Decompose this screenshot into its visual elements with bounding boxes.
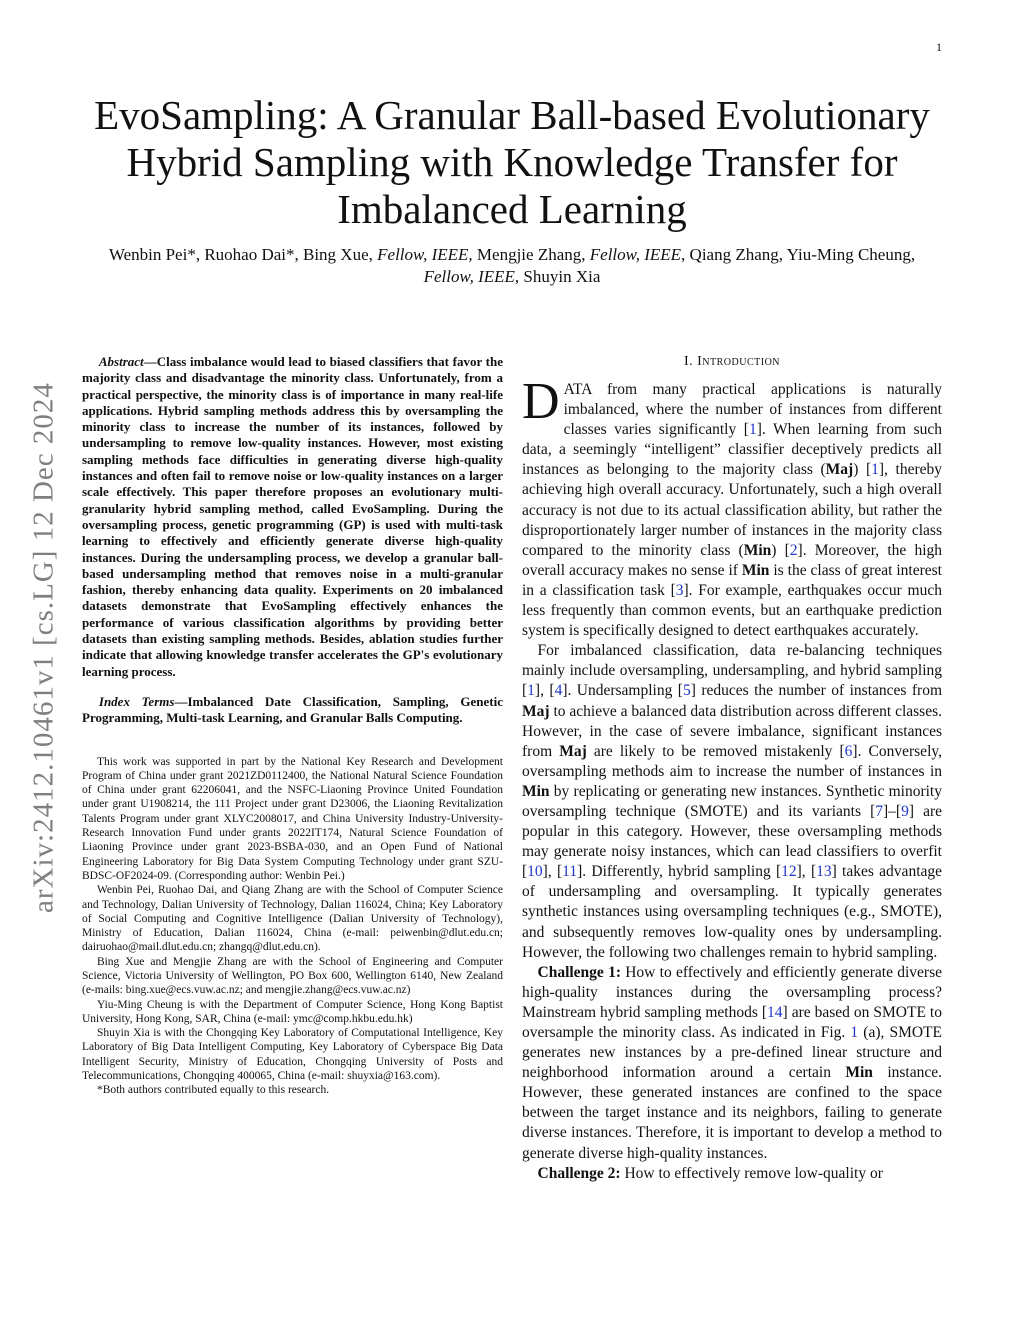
author-list bbox=[82, 244, 942, 288]
footnote-affiliation: Wenbin Pei, Ruohao Dai, and Qiang Zhang are with the School of Computer Science and Technology, Dalian University of Technology, Dalian 116024, China; Key Laboratory of Social Computing and Cognitive Intelligence (Dalian University of Technology), Ministry of Education, Dalian 116024, China (e-mail: peiwenbin@dlut.edu.cn; dairuohao@mail.dlut.edu.cn; zhangq@dlut.edu.cn). bbox=[82, 884, 503, 954]
introduction-body bbox=[522, 373, 943, 1184]
citation-link[interactable]: 3 bbox=[675, 581, 684, 599]
citation-link[interactable]: 14 bbox=[767, 1003, 783, 1021]
min-term: Min bbox=[741, 561, 770, 579]
footnote-affiliation: Bing Xue and Mengjie Zhang are with the School of Engineering and Computer Science, Victoria University of Wellington, PO Box 600, Wellington 6140, New Zealand (e-mails: bing.xue@ecs.vuw.ac.nz; and mengjie.zhang@ecs.vuw.ac.nz) bbox=[82, 955, 503, 997]
author-names: , Shuyin Xia bbox=[514, 267, 601, 286]
index-terms bbox=[82, 694, 503, 727]
author-fellow: Fellow, IEEE bbox=[589, 245, 682, 264]
citation-link[interactable]: 1 bbox=[527, 682, 535, 700]
drop-cap: D bbox=[522, 373, 560, 430]
citation-link[interactable]: 9 bbox=[901, 802, 909, 820]
footnotes bbox=[82, 755, 503, 1098]
maj-term: Maj bbox=[825, 461, 854, 479]
intro-paragraph-1: DATA from many practical applications is naturally imbalanced, where the number of instances from different classes varies significantly [1]. When learning from such data, a seemingly “intelligent” classifier deceptively predicts all instances as belonging to the majority class (Maj) [1], thereby achieving high overall accuracy. Unfortunately, such a high overall accuracy is not due to its actual classification ability, but rather the disproportionately larger number of instances in the majority class compared to the minority class (Min) [2]. Moreover, the high overall accuracy makes no sense if Min is the class of great interest in a classification task [3]. For example, earthquakes occur much less frequently than common events, but an earthquake prediction system is specifically designed to detect earthquakes accurately. bbox=[522, 373, 943, 640]
paper-title: EvoSampling: A Granular Ball-based Evolutionary Hybrid Sampling with Knowledge Transfer for Imbalanced Learning bbox=[94, 92, 930, 232]
index-terms-label: Index Terms bbox=[98, 693, 175, 709]
section-heading bbox=[522, 354, 942, 370]
citation-link[interactable]: 11 bbox=[562, 863, 578, 881]
min-term: Min bbox=[845, 1064, 873, 1082]
right-column bbox=[522, 354, 942, 1184]
challenge-1-label: Challenge 1: bbox=[537, 963, 621, 981]
citation-link[interactable]: 1 bbox=[748, 421, 757, 439]
citation-link[interactable]: 13 bbox=[816, 863, 832, 881]
author-fellow: Fellow, IEEE bbox=[423, 267, 515, 286]
author-names: , Qiang Zhang, Yiu-Ming Cheung, bbox=[681, 245, 916, 264]
footnote-affiliation: Yiu-Ming Cheung is with the Department of Computer Science, Hong Kong Baptist University, Hong Kong, SAR, China (e-mail: ymc@comp.hkbu.edu.hk) bbox=[82, 998, 503, 1025]
citation-link[interactable]: 6 bbox=[844, 742, 853, 760]
intro-paragraph-4: Challenge 2: How to effectively remove low-quality or bbox=[537, 1164, 883, 1182]
footnote-funding: This work was supported in part by the National Key Research and Development Program of China under grant 2021ZD0112400, the National Natural Science Foundation of China under grant 62206041, and the NSFC-Liaoning Province United Foundation under grant U1908214, the 111 Project under grant D23006, the Liaoning Revitalization Talents Program under grant XLYC2008017, and China University Industry-University-Research Innovation Fund under grants 2022IT174, Natural Science Foundation of Liaoning Province under grant 2023-BSBA-030, and an Open Fund of National Engineering Laboratory for Big Data System Computing Technology under grant SZU-BDSC-OF2024-09. (Corresponding author: Wenbin Pei.) bbox=[82, 755, 503, 882]
section-title: Introduction bbox=[697, 354, 781, 369]
abstract-text: —Class imbalance would lead to biased classifiers that favor the majority class and disadvantage the minority class. Unfortunately, from a practical perspective, the minority class is of importance in many real-life applications. Hybrid sampling methods address this by oversampling the minority class to increase the number of its instances, followed by undersampling to remove low-quality instances. However, most existing sampling methods face difficulties in generating diverse high-quality instances and often fail to remove noise or low-quality instances on a larger scale effectively. This paper therefore proposes an evolutionary multi-granularity hybrid sampling method, called EvoSampling. During the oversampling process, genetic programming (GP) is used with multi-task learning to effectively and efficiently generate diverse high-quality instances. During the undersampling process, we develop a granular ball-based undersampling method that removes noise in a multi-granular fashion, thereby enhancing data quality. Experiments on 20 imbalanced datasets demonstrate that EvoSampling effectively enhances the performance of various classification algorithms by providing better datasets than existing sampling methods. Besides, ablation studies further indicate that allowing knowledge transfer accelerates the GP's evolutionary learning process. bbox=[82, 354, 503, 679]
citation-link[interactable]: 12 bbox=[781, 863, 797, 881]
citation-link[interactable]: 5 bbox=[682, 682, 691, 700]
citation-link[interactable]: 4 bbox=[554, 682, 563, 700]
author-fellow: Fellow, IEEE, bbox=[377, 245, 473, 264]
author-names: Wenbin Pei*, Ruohao Dai*, Bing Xue, bbox=[108, 245, 378, 264]
challenge-2-label: Challenge 2: bbox=[537, 1164, 621, 1182]
min-term: Min bbox=[743, 541, 772, 559]
intro-paragraph-2: For imbalanced classification, data re-balancing techniques mainly include oversampling, undersampling, and hybrid sampling [1], [4]. Undersampling [5] reduces the number of instances from Maj to achieve a balanced data distribution across different classes. However, in the case of severe imbalance, significant instances from Maj are likely to be removed mistakenly [6]. Conversely, oversampling methods aim to increase the number of instances in Min by replicating or generating new instances. Synthetic minority oversampling technique (SMOTE) and its variants [7]–[9] are popular in this category. However, these oversampling methods may generate noisy instances, which can lead classifiers to overfit [10], [11]. Differently, hybrid sampling [12], [13] takes advantage of undersampling and oversampling. It typically generates synthetic instances using oversampling techniques (e.g., SMOTE), and subsequently removes low-quality ones by undersampling. However, the following two challenges remain to hybrid sampling. bbox=[522, 642, 943, 961]
intro-paragraph-3: Challenge 1: How to effectively and efficiently generate diverse high-quality instances during the oversampling process? Mainstream hybrid sampling methods [14] are based on SMOTE to oversample the minority class. As indicated in Fig. 1 (a), SMOTE generates new instances by a pre-defined linear structure and neighborhood information around a certain Min instance. However, these generated instances are confined to the space between the target instance and its neighbors, failing to generate diverse instances. Therefore, it is important to develop a method to generate diverse high-quality instances. bbox=[522, 963, 942, 1162]
footnote-affiliation: Shuyin Xia is with the Chongqing Key Laboratory of Computational Intelligence, Key Laboratory of Big Data Intelligent Computing, Key Laboratory of Cyberspace Big Data Intelligent Security, Ministry of Education, Chongqing University of Posts and Telecommunications, Chongqing 400065, China (e-mail: shuyxia@163.com). bbox=[82, 1027, 503, 1083]
index-terms-text: —Imbalanced Date Classification, Sampling, Genetic Programming, Multi-task Learning, and Granular Balls Computing. bbox=[82, 693, 504, 726]
maj-term: Maj bbox=[522, 702, 550, 720]
abstract-label: Abstract bbox=[98, 354, 144, 369]
citation-link[interactable]: 10 bbox=[527, 863, 543, 881]
section-number: I. bbox=[683, 354, 694, 369]
abstract bbox=[82, 354, 503, 680]
author-names: Mengjie Zhang, bbox=[472, 245, 590, 264]
min-term: Min bbox=[522, 782, 550, 800]
arxiv-stamp: arXiv:2412.10461v1 [cs.LG] 12 Dec 2024 bbox=[27, 382, 60, 913]
citation-link[interactable]: 2 bbox=[789, 541, 798, 559]
left-column bbox=[82, 354, 503, 1098]
page-number: 1 bbox=[936, 40, 942, 54]
maj-term: Maj bbox=[559, 742, 587, 760]
figure-link[interactable]: 1 bbox=[850, 1024, 859, 1041]
footnote-equal-contribution: *Both authors contributed equally to this research. bbox=[96, 1084, 330, 1097]
citation-link[interactable]: 1 bbox=[871, 461, 879, 479]
citation-link[interactable]: 7 bbox=[875, 802, 883, 820]
